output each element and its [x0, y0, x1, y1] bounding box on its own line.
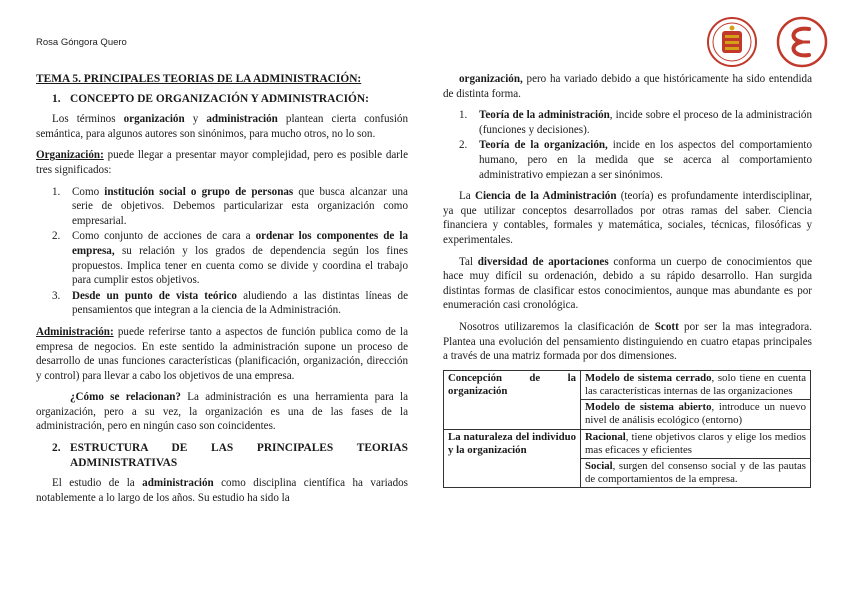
- left-column: [36, 72, 408, 505]
- table-row-header: La naturaleza del individuo y la organización: [444, 429, 581, 488]
- diversity-paragraph: Tal diversidad de aportaciones conforma un cuerpo de conocimientos que hace muy difícil su ordenación, debido a su rápido desarrollo. Han surgida distintas formas de clasificar estos conocimientos, aunque mas abundante es por enumeración casi cronológica.: [443, 255, 813, 312]
- section-2-heading: 2. ESTRUCTURA DE LAS PRINCIPALES TEORIAS ADMINISTRATIVAS: [52, 442, 408, 469]
- administracion-definition: Administración: puede referirse tanto a aspectos de función publica como de la empresa de negocios. En este sentido la administración supone un proceso de desarrollo de unas funciones características (planificación, organización, dirección y control) para llevar a cabo los objetivos de una empresa.: [36, 325, 408, 382]
- relation-paragraph: ¿Cómo se relacionan? La administración es una herramienta para la organización, pero a su vez, la organización es una de las fases de la administración, pero en ningún caso son coincidentes.: [36, 391, 408, 433]
- list-item: 1. Como institución social o grupo de personas que busca alcanzar una serie de objetivos. Debemos particularizar esta organización como empresarial.: [52, 185, 408, 227]
- university-seal-icon: [708, 18, 756, 66]
- section-1-heading: 1. CONCEPTO DE ORGANIZACIÓN Y ADMINISTRACIÓN:: [52, 92, 369, 105]
- list-item: 2. Teoría de la organización, incide en los aspectos del comportamiento humano, pero en la medida que se acerca al comportamiento administrativo empiezan a ser sinónimos.: [459, 139, 812, 181]
- list-item: 3. Desde un punto de vista teórico aludiendo a las distintas líneas de pensamientos que integran a la ciencia de la Administración.: [52, 289, 408, 317]
- table-row: [444, 370, 811, 399]
- university-logos: [706, 16, 830, 68]
- page-title: TEMA 5. PRINCIPALES TEORIAS DE LA ADMINISTRACIÓN:: [36, 73, 362, 85]
- theories-list: [459, 108, 812, 182]
- meanings-list: [52, 185, 408, 318]
- table-cell: Modelo de sistema cerrado, solo tiene en cuenta las características internas de las organizaciones: [581, 370, 811, 399]
- scott-matrix-table: [443, 370, 811, 489]
- scott-paragraph: Nosotros utilizaremos la clasificación de Scott por ser la mas integradora. Plantea una evolución del pensamiento distinguiendo en cuatro etapas principales a través de una matriz formada por dos dimensiones.: [443, 320, 812, 363]
- table-cell: Racional, tiene objetivos claros y elige los medios mas eficaces y eficientes: [581, 429, 811, 458]
- science-paragraph: La Ciencia de la Administración (teoría) es profundamente interdisciplinar, ya que utilizar conceptos desarrollados por otras ramas del saber. Ciencia financiera y contables, formales y matemática, sociales, técnicas, filosóficas y experimentales.: [443, 190, 812, 246]
- intro-paragraph: Los términos organización y administración plantean cierta confusión semántica, para algunos autores son sinónimos, para mucho otros, no lo son.: [36, 113, 409, 140]
- faculty-emblem-icon: [778, 18, 826, 66]
- table-row: [444, 429, 811, 458]
- right-column: [443, 72, 812, 488]
- continuation-paragraph: organización, pero ha variado debido a que históricamente ha sido entendida de distinta forma.: [443, 73, 812, 100]
- table-cell: Modelo de sistema abierto, introduce un nuevo nivel de análisis ecológico (entorno): [581, 400, 811, 429]
- table-cell: Social, surgen del consenso social y de las pautas de comportamientos de la empresa.: [581, 458, 811, 487]
- study-paragraph: El estudio de la administración como disciplina científica ha variados notablemente a lo largo de los años. Su estudio ha sido la: [36, 477, 408, 504]
- table-row-header: Concepción de la organización: [444, 370, 581, 429]
- list-item: 1. Teoría de la administración, incide sobre el proceso de la administración (funciones y decisiones).: [459, 109, 812, 136]
- list-item: 2. Como conjunto de acciones de cara a ordenar los componentes de la empresa, su relación y los grados de dependencia según los fines propuestos. Implica tener en cuenta como se divide y coordina el trabajo para cumplir estos objetivos.: [52, 230, 408, 287]
- author-name: Rosa Góngora Quero: [36, 37, 127, 48]
- organizacion-definition: Organización: puede llegar a presentar mayor complejidad, pero es posible darle tres significados:: [36, 149, 408, 176]
